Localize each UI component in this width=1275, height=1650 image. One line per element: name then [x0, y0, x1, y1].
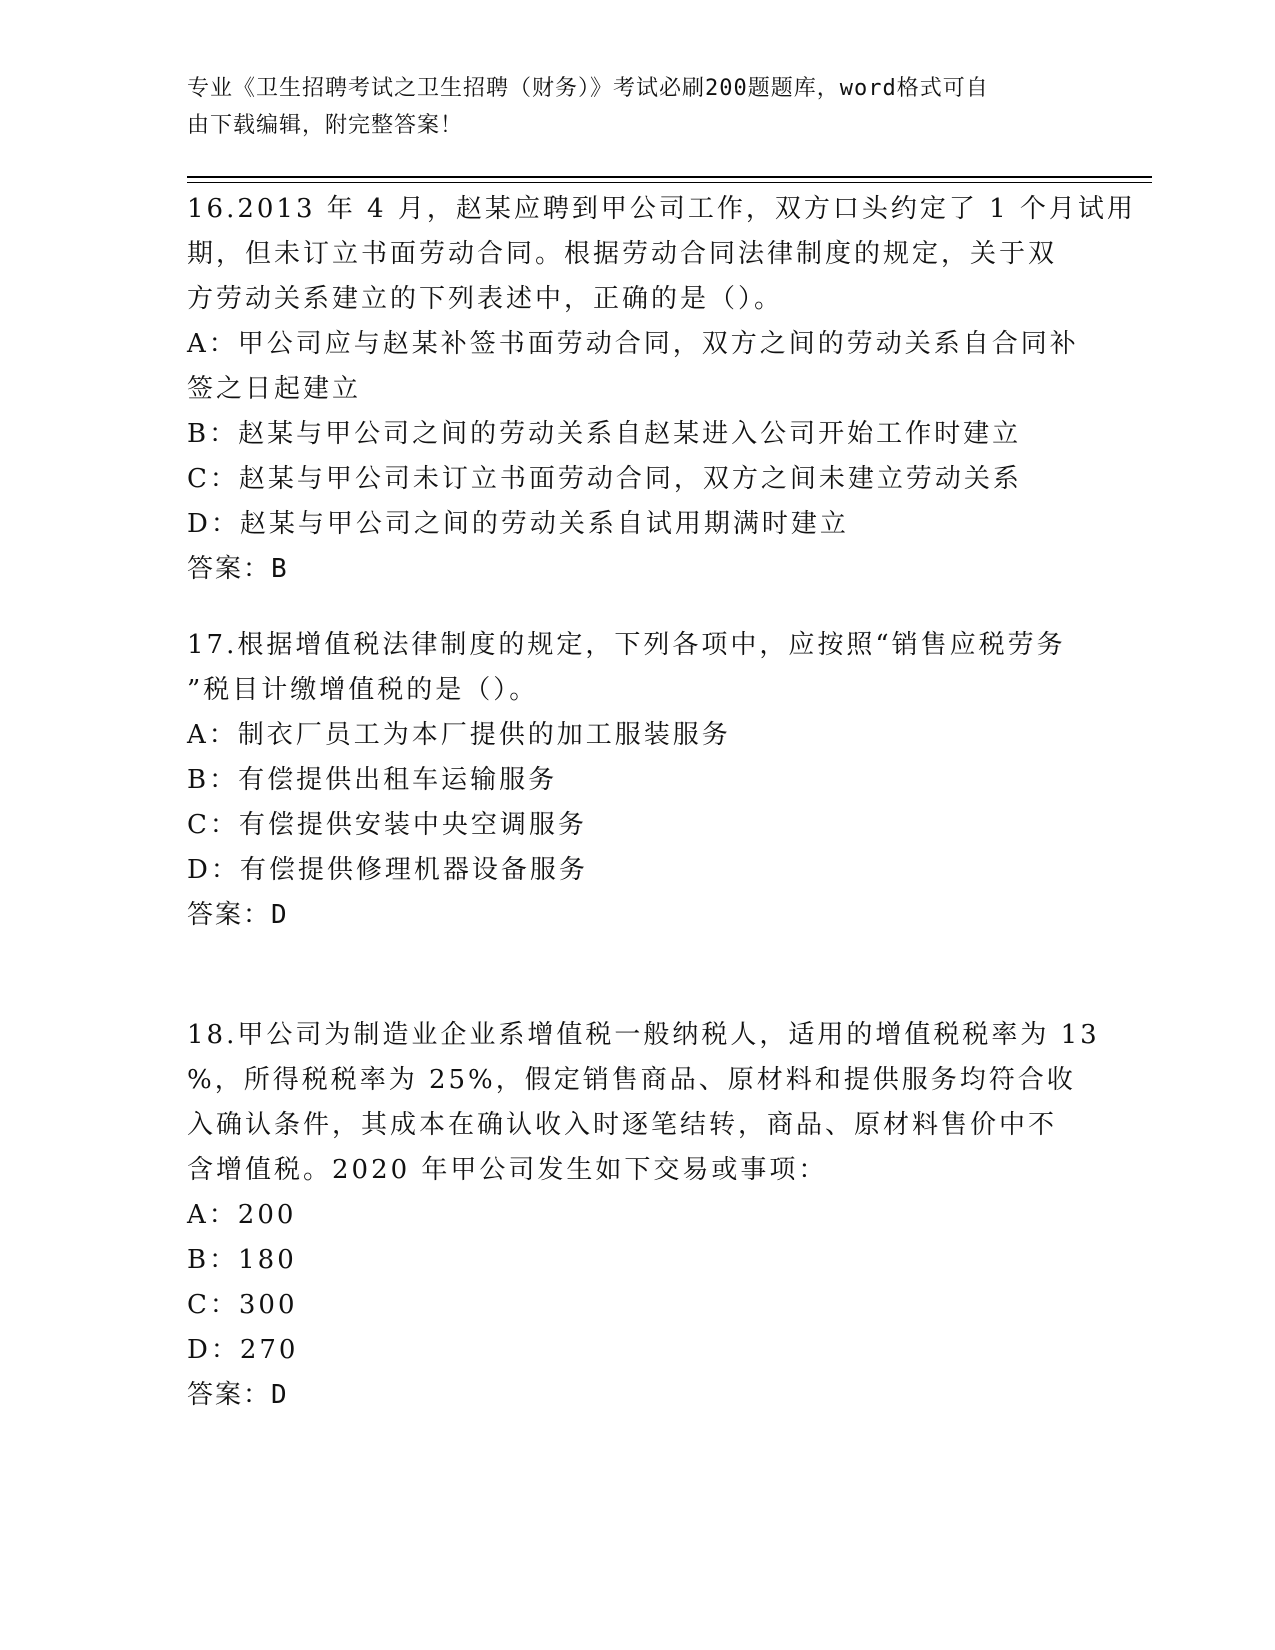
option-c: C：300: [187, 1290, 298, 1320]
option-c: C：赵某与甲公司未订立书面劳动合同，双方之间未建立劳动关系: [187, 464, 1022, 494]
option-a: A：甲公司应与赵某补签书面劳动合同，双方之间的劳动关系自合同补: [187, 329, 1079, 359]
question-stem-line: 16.2013 年 4 月，赵某应聘到甲公司工作，双方口头约定了 1 个月试用: [187, 194, 1136, 224]
answer-label: 答案：B: [187, 554, 289, 584]
option-d: D：有偿提供修理机器设备服务: [187, 855, 588, 885]
question-17: [187, 623, 1087, 938]
question-stem-line: 入确认条件，其成本在确认收入时逐笔结转，商品、原材料售价中不: [187, 1110, 1058, 1140]
question-stem-line: ”税目计缴增值税的是（）。: [187, 675, 539, 705]
question-stem-line: 方劳动关系建立的下列表述中，正确的是（）。: [187, 284, 784, 314]
question-stem-line: 18.甲公司为制造业企业系增值税一般纳税人，适用的增值税税率为 13: [187, 1020, 1100, 1050]
option-a: A：200: [187, 1200, 297, 1230]
option-b: B：有偿提供出租车运输服务: [187, 765, 558, 795]
option-a: A：制衣厂员工为本厂提供的加工服装服务: [187, 720, 731, 750]
question-16: [187, 187, 1136, 592]
question-stem-line: 17.根据增值税法律制度的规定，下列各项中，应按照“销售应税劳务: [187, 630, 1066, 660]
answer-label: 答案：D: [187, 1380, 289, 1410]
option-d: D：赵某与甲公司之间的劳动关系自试用期满时建立: [187, 509, 849, 539]
answer-label: 答案：D: [187, 900, 289, 930]
option-d: D：270: [187, 1335, 299, 1365]
header-line-1: 专业《卫生招聘考试之卫生招聘（财务）》考试必刷200题题库，word格式可自: [187, 76, 989, 101]
option-a-continued: 签之日起建立: [187, 374, 362, 404]
header-divider-thin: [187, 182, 1152, 183]
option-c: C：有偿提供安装中央空调服务: [187, 810, 587, 840]
question-stem-line: %，所得税税率为 25%，假定销售商品、原材料和提供服务均符合收: [187, 1065, 1076, 1095]
question-18: [187, 1013, 1100, 1418]
question-stem-line: 期，但未订立书面劳动合同。根据劳动合同法律制度的规定，关于双: [187, 239, 1058, 269]
header-divider-thick: [187, 176, 1152, 178]
option-b: B：180: [187, 1245, 297, 1275]
header-line-2: 由下载编辑，附完整答案！: [187, 113, 464, 138]
document-header: [187, 70, 1087, 144]
question-stem-line: 含增值税。2020 年甲公司发生如下交易或事项：: [187, 1155, 828, 1185]
option-b: B：赵某与甲公司之间的劳动关系自赵某进入公司开始工作时建立: [187, 419, 1022, 449]
